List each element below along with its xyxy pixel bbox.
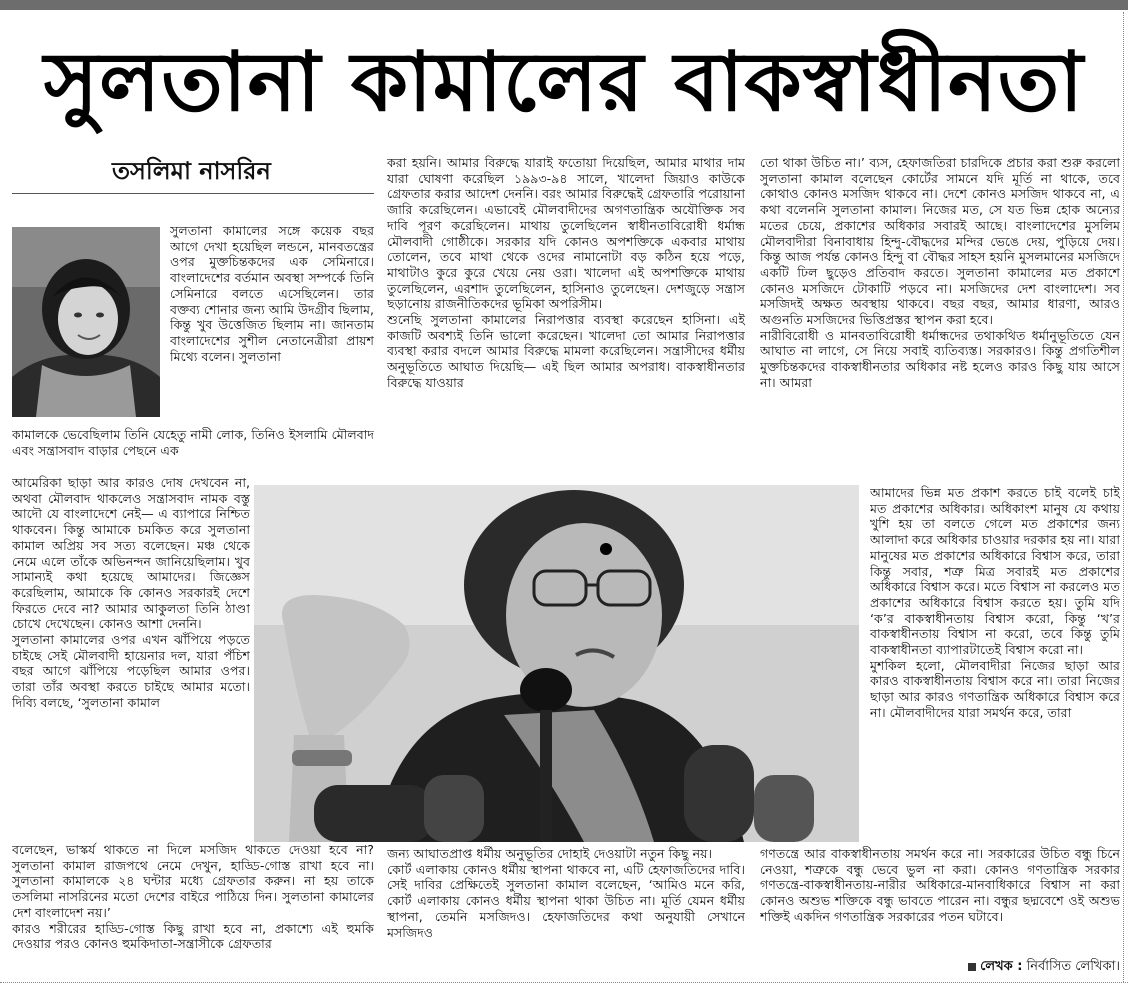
- credit-label: লেখক :: [980, 959, 1023, 974]
- col1-full-width: কামালকে ভেবেছিলাম তিনি যেহেতু নামী লোক, তিনিও ইসলামি মৌলবাদ এবং সন্ত্রাসবাদ বাড়ার পেছনে এক: [12, 427, 374, 458]
- main-photo: [254, 485, 859, 842]
- col2-top: করা হয়নি। আমার বিরুদ্ধে যারাই ফতোয়া দিয়েছিল, আমার মাথার দাম যারা ঘোষণা করেছিল ১৯৯৩-৯৪ সালে, খালেদা জিয়াও কাউকে গ্রেফতার করার আদেশ দেননি। বরং আমার বিরুদ্ধেই গ্রেফতারি পরোয়ানা জারি করেছিলেন। এভাবেই মৌলবাদীদের অগণতান্ত্রিক অযৌক্তিক সব দাবি পূরণ করেছিলেন। মাথায় তুলেছিলেন স্বাধীনতাবিরোধী ধর্মান্ধ মৌলবাদী গোষ্ঠীকে। সরকার যদি কোনও অপশক্তিকে একবার মাথায় তোলেন, তবে মাথা থেকে ওদের নামানোটা বড় কঠিন হয়ে পড়ে, মাথাটাও কুরে কুরে খেয়ে নেয় ওরা। খালেদা এই অপশক্তিকে মাথায় তুলেছিলেন, এরশাদ তুলেছিলেন, হাসিনাও তুলেছেন। দেশজুড়ে সন্ত্রাস ছড়ানোয় রাজনীতিকদের ভূমিকা অপরিসীম। শুনেছি সুলতানা কামালের নিরাপত্তার ব্যবস্থা করেছেন হাসিনা। এই কাজটি অবশ্যই তিনি ভালো করেছেন। খালেদা তো আমার নিরাপত্তার ব্যবস্থা করার বদলে আমার বিরুদ্ধে মামলা করেছিলেন। সন্ত্রাসীদের ধর্মীয় অনুভূতিতে আঘাত দিয়েছি— এই ছিল আমার অপরাধ। বাকস্বাধীনতার বিরুদ্ধে যাওয়ার: [387, 155, 745, 390]
- right-rule: [1123, 12, 1124, 982]
- top-bar: [0, 0, 1128, 10]
- col3-top: তো থাকা উচিত না।’ ব্যস, হেফাজতিরা চারদিকে প্রচার করা শুরু করলো সুলতানা কামাল বলেছেন কোর্টের সামনে যদি মূর্তি না থাকে, তবে কোথাও কোনও মসজিদ থাকবে না। দেশে কোনও মসজিদ থাকবে না, এ কথা বলেননি সুলতানা কামাল। নিজের মত, সে যত ভিন্ন হোক অন্যের মতের চেয়ে, প্রকাশের অধিকার সবারই আছে। বাংলাদেশের মুসলিম মৌলবাদীরা বিনাবাধায় হিন্দু-বৌদ্ধদের মন্দির ভেঙে দেয়, পুড়িয়ে দেয়। কিন্তু আজ পর্যন্ত কোনও হিন্দু বা বৌদ্ধর সাহস হয়নি মুসলমানের মসজিদে একটি ঢিল ছুড়েও প্রতিবাদ করতে। সুলতানা কামালের মত প্রকাশে কোনও মসজিদে টোকাটি পড়বে না। মসজিদের দেশ বাংলাদেশ। সব মসজিদই অক্ষত অবস্থায় থাকবে। বছর বছর, আমার ধারণা, আরও অগুনতি মসজিদের ভিত্তিপ্রস্তর স্থাপন করা হবে। নারীবিরোধী ও মানবতাবিরোধী ধর্মান্ধদের তথাকথিত ধর্মানুভূতিতে যেন আঘাত না লাগে, সে নিয়ে সবাই ব্যতিব্যস্ত। সরকারও। কিন্তু প্রগতিশীল মুক্তচিন্তকদের বাকস্বাধীনতার অধিকার নষ্ট হলেও কারও কিছু যায় আসে না। আমরা: [760, 155, 1120, 390]
- bottom-rule: [0, 982, 1128, 983]
- col3-beside-photo: আমাদের ভিন্ন মত প্রকাশ করতে চাই বলেই চাই মত প্রকাশের অধিকার। অধিকাংশ মানুষ যে কথায় খুশি হয় তা বলতে গেলে মত প্রকাশের জন্য আলাদা করে অধিকার চাওয়ার দরকার হয় না। যারা মানুষের মত প্রকাশের অধিকারে বিশ্বাস করে, তারা কিন্তু সবার, শত্রু মিত্র সবারই মত প্রকাশের অধিকারে বিশ্বাস করে। মতে বিশ্বাস না করলেও মত প্রকাশের অধিকারে বিশ্বাস করতে হয়। তুমি যদি ‘ক’র বাকস্বাধীনতায় বিশ্বাস করো, কিন্তু ‘খ’র বাকস্বাধীনতায় বিশ্বাস না করো, তবে কিন্তু তুমি বাকস্বাধীনতা ব্যাপারটাতেই বিশ্বাস করো না। মুশকিল হলো, মৌলবাদীরা নিজের ছাড়া আর কারও বাকস্বাধীনতায় বিশ্বাস করে না। তারা নিজের ছাড়া আর কারও গণতান্ত্রিক অধিকারে বিশ্বাস করে না। মৌলবাদীদের যারা সমর্থন করে, তারা: [870, 485, 1120, 720]
- col2-bottom: জন্য আঘাতপ্রাপ্ত ধর্মীয় অনুভূতির দোহাই দেওয়াটা নতুন কিছু নয়। কোর্ট এলাকায় কোনও ধর্মীয় স্থাপনা থাকবে না, এটি হেফাজতিদের দাবি। সেই দাবির প্রেক্ষিতেই সুলতানা কামাল বলেছেন, ‘আমিও মনে করি, কোর্ট এলাকায় কোনও ধর্মীয় স্থাপনা থাকা উচিত না। মূর্তি যেমন ধর্মীয় স্থাপনা, তেমনি মসজিদও। হেফাজতিদের কথা অনুযায়ী সেখানে মসজিদও: [387, 846, 745, 940]
- square-bullet-icon: [968, 963, 976, 971]
- col3-bottom: গণতন্ত্রে আর বাকস্বাধীনতায় সমর্থন করে না। সরকারের উচিত বন্ধু চিনে নেওয়া, শত্রুকে বন্ধু ভেবে ভুল না করা। কোনও গণতান্ত্রিক সরকার গণতন্ত্রে-বাকস্বাধীনতায়-নারীর অধিকারে-মানবাধিকারে বিশ্বাস না করা কোনও অশুভ শক্তিকে বন্ধু ভাবতে পারেন না। বন্ধুর ছদ্মবেশে ওই অশুভ শক্তিই একদিন গণতান্ত্রিক সরকারের পতন ঘটাবে।: [760, 846, 1120, 924]
- col1-bottom: বলেছেন, ভাস্কর্য থাকতে না দিলে মসজিদ থাকতে দেওয়া হবে না? সুলতানা কামাল রাজপথে নেমে দেখুন, হাড্ডি-গোস্ত রাখা হবে না। সুলতানা কামালকে ২৪ ঘন্টার মধ্যে গ্রেফতার করুন। না হয় তাকে তসলিমা নাসরিনের মতো দেশের বাইরে পাঠিয়ে দিন। সুলতানা কামালের দেশ বাংলাদেশ নয়।’ কারও শরীরের হাড্ডি-গোস্ত কিছু রাখা হবে না, প্রকাশ্যে এই হুমকি দেওয়ার পরও কোনও হুমকিদাতা-সন্ত্রাসীকে গ্রেফতার: [12, 842, 374, 952]
- author-portrait: [12, 227, 160, 417]
- col1-beside-photo: আমেরিকা ছাড়া আর কারও দোষ দেখবেন না, অথবা মৌলবাদ থাকলেও সন্ত্রাসবাদ নামক বস্তু আদৌ যে বাংলাদেশে নেই— এ ব্যাপারে নিশ্চিত থাকবেন। কিন্তু আমাকে চমকিত করে সুলতানা কামাল অপ্রিয় সব সত্য বলেছেন। মঞ্চ থেকে নেমে এলে তাঁকে অভিনন্দন জানিয়েছিলাম। খুব সামান্যই কথা হয়েছে আমাদের। জিজ্ঞেস করেছিলাম, আমাকে কি কোনও সরকারই দেশে ফিরতে দেবে না? আমার আকুলতা তিনি ঠাণ্ডা চোখে দেখেছেন। কোনও আশা দেননি। সুলতানা কামালের ওপর এখন ঝাঁপিয়ে পড়তে চাইছে সেই মৌলবাদী হায়েনার দল, যারা পঁচিশ বছর আগে ঝাঁপিয়ে পড়েছিল আমার ওপর। তারা তাঁর অবস্থা করতে চাইছে আমার মতো। দিব্যি বলছে, ‘সুলতানা কামাল: [12, 475, 250, 710]
- byline: তসলিমা নাসরিন: [112, 156, 271, 185]
- author-credit: [934, 958, 1120, 976]
- headline: সুলতানা কামালের বাকস্বাধীনতা: [43, 34, 1085, 130]
- credit-text: নির্বাসিত লেখিকা।: [1026, 959, 1120, 974]
- col1-beside-portrait: সুলতানা কামালের সঙ্গে কয়েক বছর আগে দেখা হয়েছিল লন্ডনে, মানবতন্ত্রের ওপর মুক্তচিন্তকদের এক সেমিনারে। বাংলাদেশের বর্তমান অবস্থা সম্পর্কে তিনি সেমিনারে বলতে এসেছিলেন। তার বক্তব্য শোনার জন্য আমি উদগ্রীব ছিলাম, কিন্তু খুব উত্তেজিত ছিলাম না। জানতাম বাংলাদেশের সুশীল নেতানেত্রীরা প্রায়শ মিথ্যে বলেন। সুলতানা: [170, 223, 374, 364]
- byline-rule: [12, 193, 374, 194]
